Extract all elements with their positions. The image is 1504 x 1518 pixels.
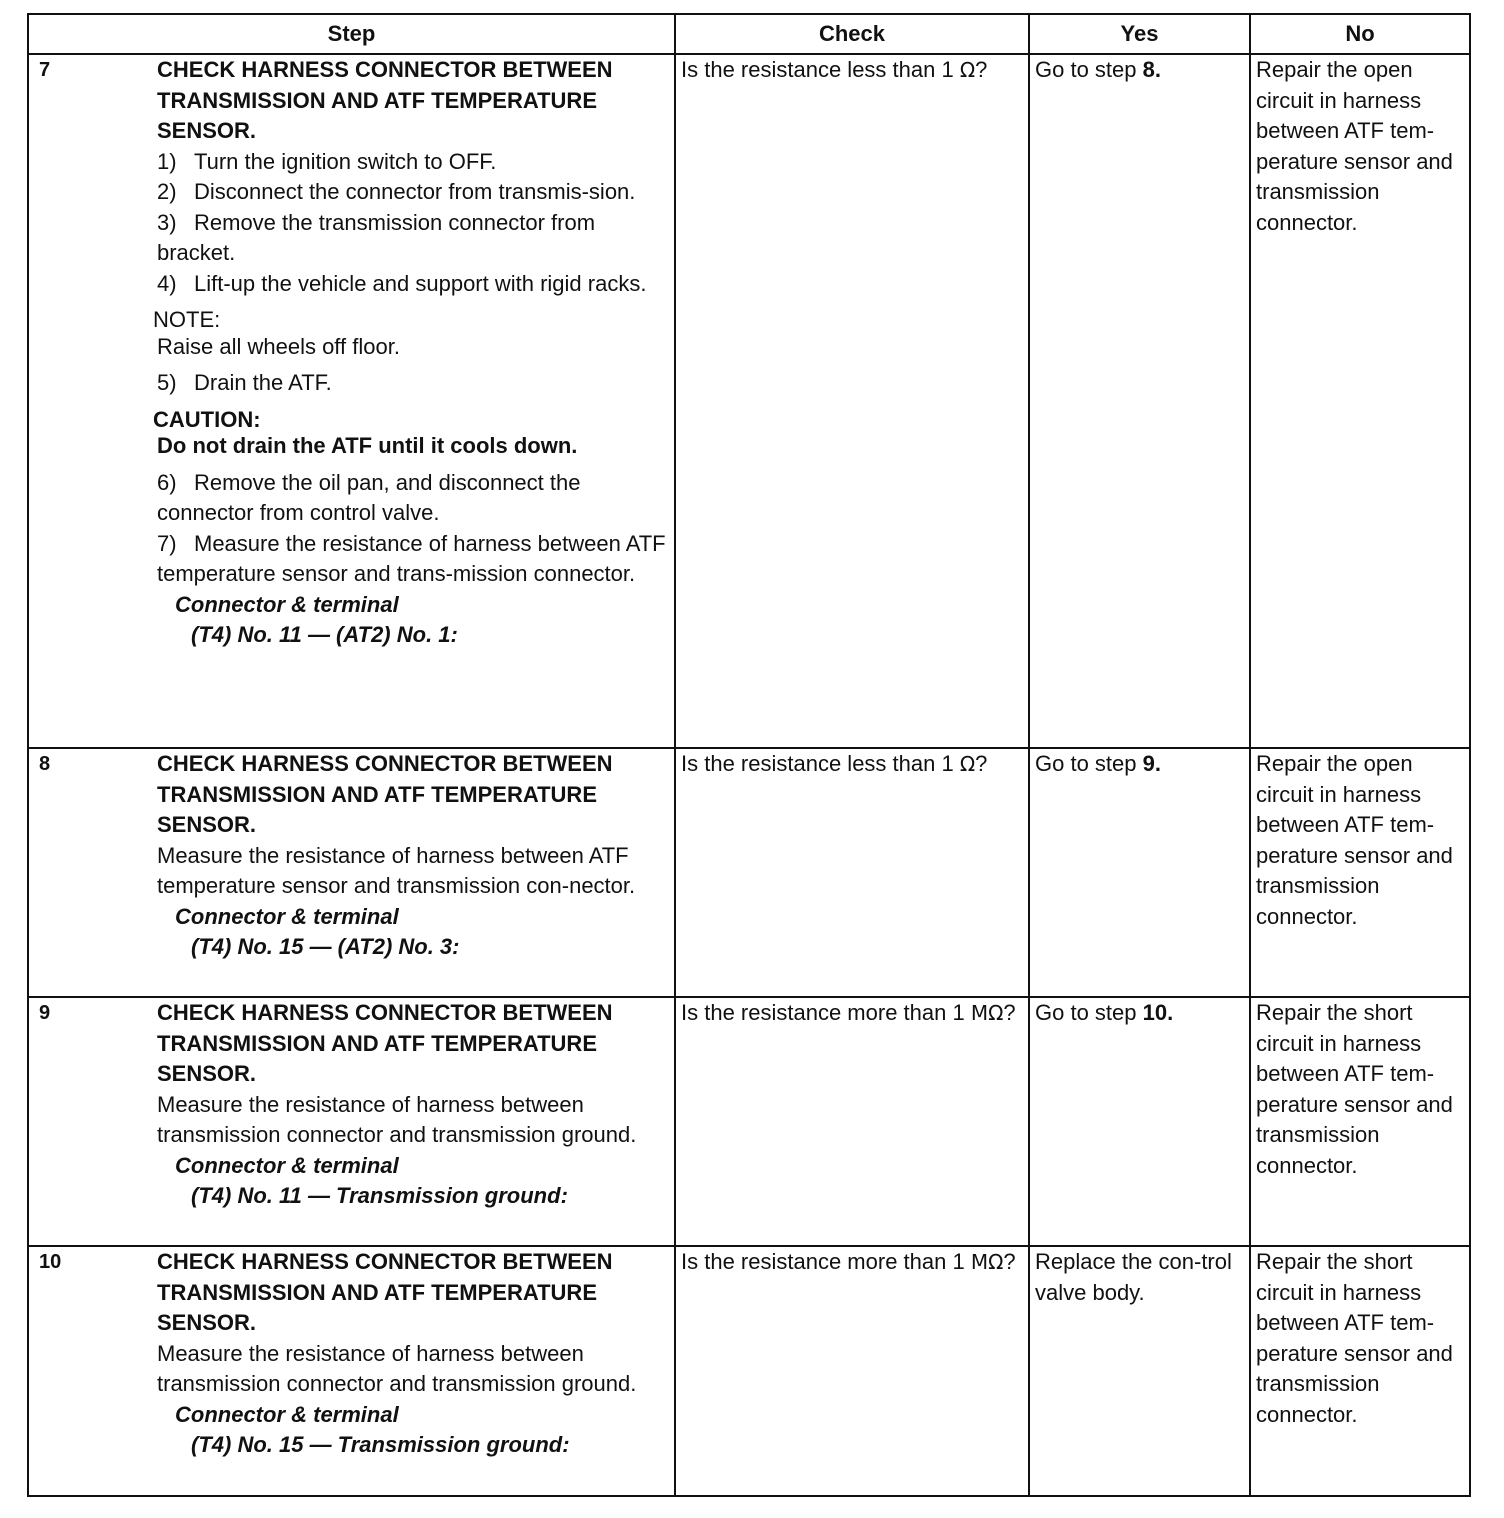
connector-terminal-value: (T4) No. 15 — (AT2) No. 3:: [191, 934, 460, 959]
connector-terminal-value: (T4) No. 11 — (AT2) No. 1:: [191, 622, 458, 647]
step-title: CHECK HARNESS CONNECTOR BETWEEN TRANSMISSION AND ATF TEMPERATURE SENSOR.: [157, 57, 613, 143]
substep-number: 5): [157, 370, 177, 395]
note-text: Raise all wheels off floor.: [157, 333, 400, 359]
step-cell: [28, 748, 675, 997]
step-number: 8: [39, 753, 51, 775]
connector-terminal-label: Connector & terminal: [175, 591, 399, 617]
connector-terminal-label: Connector & terminal: [175, 1401, 399, 1427]
connector-terminal-label: Connector & terminal: [175, 1152, 399, 1178]
check-text: Is the resistance more than 1: [681, 1000, 971, 1025]
substep-number: 3): [157, 209, 177, 235]
substep-item: [157, 468, 672, 529]
table-row-step-9: [28, 997, 1470, 1246]
yes-cell: [1029, 748, 1250, 997]
yes-step-ref: 9.: [1142, 751, 1161, 776]
column-header-no: No: [1250, 14, 1470, 54]
step-cell: [28, 54, 675, 748]
step-number: 7: [39, 59, 51, 81]
check-suffix: ?: [975, 751, 988, 776]
yes-cell: [1029, 54, 1250, 748]
yes-cell: [1029, 997, 1250, 1246]
check-suffix: ?: [1003, 1000, 1016, 1025]
check-cell: [675, 748, 1029, 997]
table-header-row: [28, 14, 1470, 54]
substep-item: [157, 529, 672, 590]
substep-item: [157, 177, 672, 208]
substep-number: 6): [157, 469, 177, 495]
yes-text: Go to step: [1035, 1000, 1143, 1025]
check-cell: [675, 54, 1029, 748]
connector-terminal-value: (T4) No. 11 — Transmission ground:: [191, 1183, 568, 1208]
check-unit: MΩ: [970, 1001, 1004, 1025]
no-cell: Repair the open circuit in harness between ATF tem-perature sensor and transmission connector.: [1250, 54, 1470, 748]
connector-terminal-value: (T4) No. 15 — Transmission ground:: [191, 1432, 570, 1457]
table-row-step-7: [28, 54, 1470, 748]
check-text: Is the resistance more than 1: [681, 1249, 971, 1274]
check-suffix: ?: [1003, 1249, 1016, 1274]
substep-text: Turn the ignition switch to OFF.: [194, 148, 497, 174]
yes-text: Go to step: [1035, 751, 1143, 776]
yes-step-ref: 8.: [1142, 57, 1161, 82]
step-body: [157, 1247, 674, 1461]
column-header-step: Step: [28, 14, 675, 54]
no-cell: Repair the short circuit in harness between ATF tem-perature sensor and transmission connector.: [1250, 1246, 1470, 1496]
yes-step-ref: 10.: [1142, 1000, 1174, 1025]
step-number: 9: [39, 1002, 51, 1024]
substep-text: Remove the oil pan, and disconnect the connector from control valve.: [157, 469, 581, 525]
step-body: [157, 749, 674, 963]
substep-item: [157, 269, 672, 300]
check-unit: Ω: [959, 58, 976, 82]
step-body: [157, 998, 674, 1212]
substep-text: Remove the transmission connector from bracket.: [157, 209, 596, 265]
substep-text: Lift-up the vehicle and support with rigid racks.: [194, 270, 647, 296]
column-header-check: Check: [675, 14, 1029, 54]
yes-text: Go to step: [1035, 57, 1143, 82]
step-description: Measure the resistance of harness between transmission connector and transmission ground.: [157, 1340, 637, 1396]
substep-item: [157, 368, 672, 399]
step-cell: [28, 1246, 675, 1496]
check-unit: MΩ: [970, 1250, 1004, 1274]
step-number: 10: [39, 1251, 62, 1273]
table-row-step-8: [28, 748, 1470, 997]
check-unit: Ω: [959, 752, 976, 776]
check-text: Is the resistance less than 1: [681, 57, 960, 82]
no-cell: Repair the short circuit in harness between ATF tem-perature sensor and transmission connector.: [1250, 997, 1470, 1246]
no-cell: Repair the open circuit in harness between ATF tem-perature sensor and transmission connector.: [1250, 748, 1470, 997]
step-description: Measure the resistance of harness between ATF temperature sensor and transmission con-nector.: [157, 842, 636, 898]
substep-text: Disconnect the connector from transmis-sion.: [194, 179, 636, 204]
substep-number: 7): [157, 530, 177, 556]
step-description: Measure the resistance of harness between transmission connector and transmission ground.: [157, 1091, 637, 1147]
step-body: [153, 55, 674, 651]
step-title: CHECK HARNESS CONNECTOR BETWEEN TRANSMISSION AND ATF TEMPERATURE SENSOR.: [157, 1000, 613, 1086]
note-label: NOTE:: [153, 307, 221, 332]
check-cell: [675, 1246, 1029, 1496]
table-row-step-10: [28, 1246, 1470, 1496]
substep-text: Measure the resistance of harness between ATF temperature sensor and trans-mission connector.: [157, 530, 666, 586]
column-header-yes: Yes: [1029, 14, 1250, 54]
substep-item: [157, 147, 672, 178]
caution-label: CAUTION:: [153, 406, 261, 432]
diagnostic-procedure-table: [27, 13, 1471, 1497]
substep-number: 1): [157, 148, 177, 174]
step-cell: [28, 997, 675, 1246]
step-title: CHECK HARNESS CONNECTOR BETWEEN TRANSMISSION AND ATF TEMPERATURE SENSOR.: [157, 751, 613, 837]
caution-text: Do not drain the ATF until it cools down.: [157, 433, 578, 458]
substep-item: [157, 208, 672, 269]
connector-terminal-label: Connector & terminal: [175, 903, 399, 929]
check-text: Is the resistance less than 1: [681, 751, 960, 776]
check-suffix: ?: [975, 57, 988, 82]
substep-number: 4): [157, 270, 177, 296]
check-cell: [675, 997, 1029, 1246]
substep-number: 2): [157, 179, 177, 204]
yes-cell: Replace the con-trol valve body.: [1029, 1246, 1250, 1496]
step-title: CHECK HARNESS CONNECTOR BETWEEN TRANSMISSION AND ATF TEMPERATURE SENSOR.: [157, 1249, 613, 1335]
substep-text: Drain the ATF.: [194, 370, 332, 395]
